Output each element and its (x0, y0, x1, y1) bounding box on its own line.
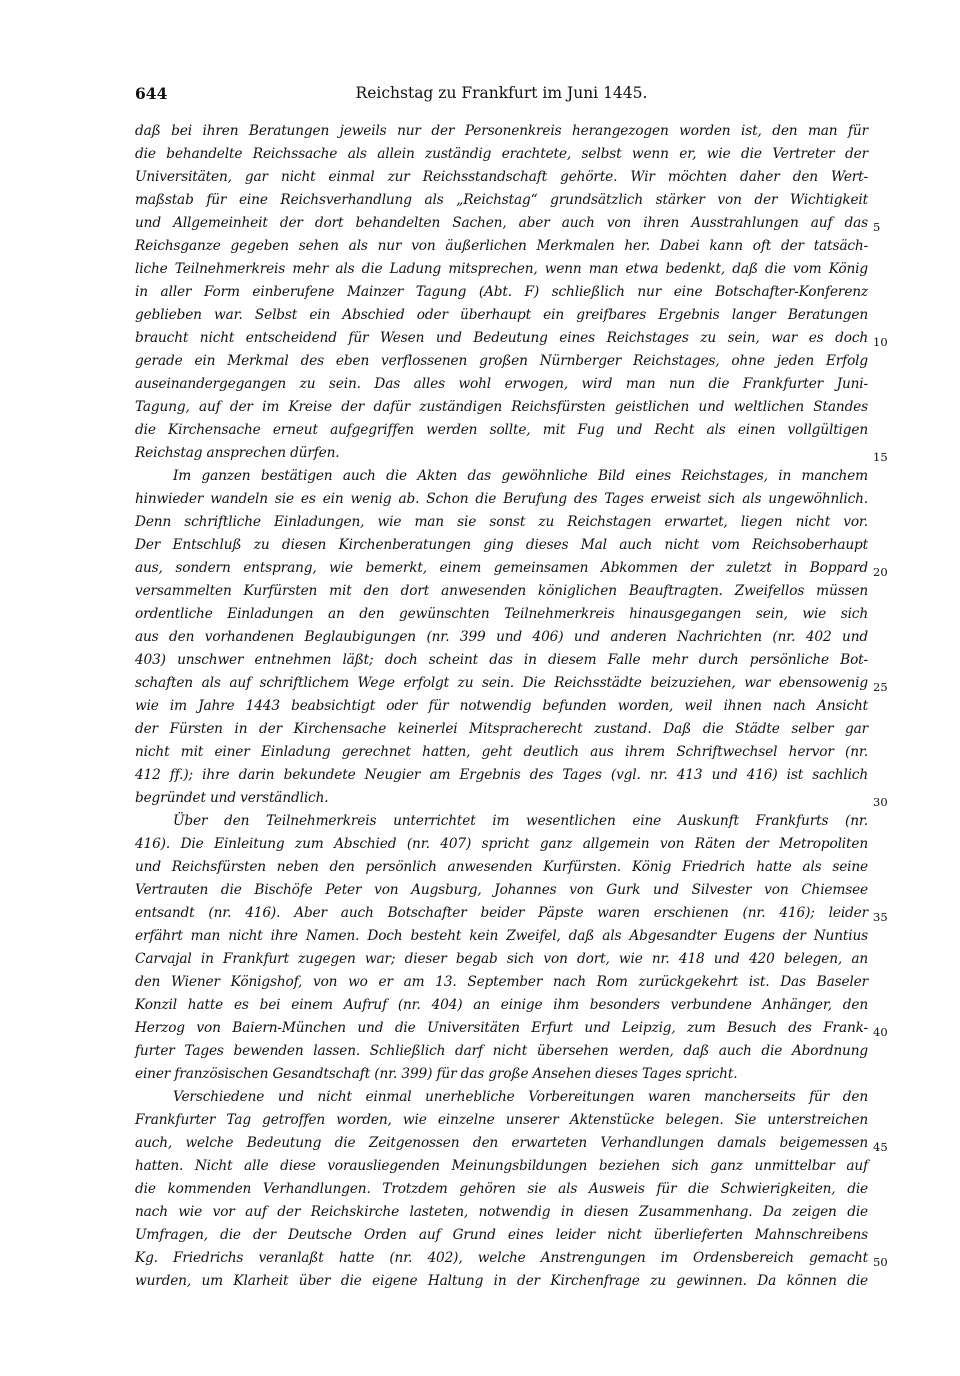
running-title: Reichstag zu Frankfurt im Juni 1445. (355, 84, 648, 102)
text-line: Frankfurter Tag getroffen worden, wie einzelne unserer Aktenstücke belegen. Sie unterstreichen (135, 1112, 868, 1128)
text-line: Im ganzen bestätigen auch die Akten das gewöhnliche Bild eines Reichstages, in manchem (173, 468, 868, 484)
margin-line-number: 15 (873, 450, 888, 464)
text-line: der Fürsten in der Kirchensache keinerlei Mitspracherecht zustand. Daß die Städte selber gar (135, 721, 868, 737)
page-number: 644 (135, 84, 168, 103)
text-line: braucht nicht entscheidend für Wesen und Bedeutung eines Reichstages zu sein, war es doch (135, 330, 868, 346)
page-header (135, 84, 868, 108)
text-line: Tagung, auf der im Kreise der dafür zuständigen Reichsfürsten geistlichen und weltlichen Standes (135, 399, 868, 415)
text-line: einer französischen Gesandtschaft (nr. 399) für das große Ansehen dieses Tages spricht. (135, 1066, 738, 1082)
text-line: ordentliche Einladungen an den gewünschten Teilnehmerkreis hinausgegangen sein, wie sich (135, 606, 868, 622)
text-line: Herzog von Baiern-München und die Universitäten Erfurt und Leipzig, zum Besuch des Frank- (135, 1020, 868, 1036)
text-line: liche Teilnehmerkreis mehr als die Ladung mitsprechen, wenn man etwa bedenkt, daß die vom König (135, 261, 868, 277)
margin-line-number: 35 (873, 910, 888, 924)
text-line: wie im Jahre 1443 beabsichtigt oder für notwendig befunden worden, weil ihnen nach Ansicht (135, 698, 868, 714)
text-line: furter Tages bewenden lassen. Schließlich darf nicht übersehen werden, daß auch die Abordnung (135, 1043, 868, 1059)
text-line: und Allgemeinheit der dort behandelten Sachen, aber auch von ihren Ausstrahlungen auf das (135, 215, 868, 231)
text-line: versammelten Kurfürsten mit den dort anwesenden königlichen Beauftragten. Zweifellos müssen (135, 583, 868, 599)
text-line: die behandelte Reichssache als allein zuständig erachtete, selbst wenn er, wie die Vertreter der (135, 146, 868, 162)
text-line: 412 ff.); ihre darin bekundete Neugier am Ergebnis des Tages (vgl. nr. 413 und 416) ist sachlich (135, 767, 868, 783)
text-line: daß bei ihren Beratungen jeweils nur der Personenkreis herangezogen worden ist, den man für (135, 123, 868, 139)
text-line: und Reichsfürsten neben den persönlich anwesenden Kurfürsten. König Friedrich hatte als seine (135, 859, 868, 875)
text-line: hatten. Nicht alle diese vorausliegenden Meinungsbildungen beziehen sich ganz unmittelbar auf (135, 1158, 868, 1174)
text-line: nicht mit einer Einladung gerechnet hatten, geht deutlich aus ihrem Schriftwechsel hervor (nr. (135, 744, 868, 760)
text-line: aus den vorhandenen Beglaubigungen (nr. 399 und 406) und anderen Nachrichten (nr. 402 und (135, 629, 868, 645)
text-line: Umfragen, die der Deutsche Orden auf Grund eines leider nicht überlieferten Mahnschreibens (135, 1227, 868, 1243)
text-line: in aller Form einberufene Mainzer Tagung (Abt. F) schließlich nur eine Botschafter-Konferenz (135, 284, 868, 300)
margin-line-number: 5 (873, 220, 881, 234)
body-text (135, 120, 868, 1293)
text-line: Der Entschluß zu diesen Kirchenberatungen ging dieses Mal auch nicht vom Reichsoberhaupt (135, 537, 868, 553)
margin-line-number: 20 (873, 565, 888, 579)
text-line: 416). Die Einleitung zum Abschied (nr. 407) spricht ganz allgemein von Räten der Metropoliten (135, 836, 868, 852)
margin-line-number: 30 (873, 795, 888, 809)
text-line: Carvajal in Frankfurt zugegen war; dieser begab sich von dort, wie nr. 418 und 420 belegen, an (135, 951, 868, 967)
margin-line-number: 50 (873, 1255, 888, 1269)
text-line: auch, welche Bedeutung die Zeitgenossen den erwarteten Verhandlungen damals beigemessen (135, 1135, 868, 1151)
text-line: Denn schriftliche Einladungen, wie man sie sonst zu Reichstagen erwartet, liegen nicht vor. (135, 514, 868, 530)
text-line: 403) unschwer entnehmen läßt; doch scheint das in diesem Falle mehr durch persönliche Bot- (135, 652, 868, 668)
text-line: aus, sondern entsprang, wie bemerkt, einem gemeinsamen Abkommen der zuletzt in Boppard (135, 560, 868, 576)
text-line: begründet und verständlich. (135, 790, 329, 806)
text-line: Über den Teilnehmerkreis unterrichtet im wesentlichen eine Auskunft Frankfurts (nr. (173, 813, 868, 829)
text-line: wurden, um Klarheit über die eigene Haltung in der Kirchenfrage zu gewinnen. Da können die (135, 1273, 868, 1289)
text-line: hinwieder wandeln sie es ein wenig ab. Schon die Berufung des Tages erweist sich als ungewöhnlich. (135, 491, 868, 507)
text-line: Verschiedene und nicht einmal unerhebliche Vorbereitungen waren mancherseits für den (173, 1089, 868, 1105)
text-line: gerade ein Merkmal des eben verflossenen großen Nürnberger Reichstages, ohne jeden Erfolg (135, 353, 868, 369)
text-line: geblieben war. Selbst ein Abschied oder überhaupt ein greifbares Ergebnis langer Beratungen (135, 307, 868, 323)
text-line: die kommenden Verhandlungen. Trotzdem gehören sie als Ausweis für die Schwierigkeiten, die (135, 1181, 868, 1197)
text-line: Reichsganze gegeben sehen als nur von äußerlichen Merkmalen her. Dabei kann oft der tatsäch- (135, 238, 868, 254)
text-line: entsandt (nr. 416). Aber auch Botschafter beider Päpste waren erschienen (nr. 416); leider (135, 905, 868, 921)
text-line: Kg. Friedrichs veranlaßt hatte (nr. 402), welche Anstrengungen im Ordensbereich gemacht (135, 1250, 868, 1266)
margin-line-number: 45 (873, 1140, 888, 1154)
text-line: die Kirchensache erneut aufgegriffen werden sollte, mit Fug und Recht als einen vollgültigen (135, 422, 868, 438)
text-line: auseinandergegangen zu sein. Das alles wohl erwogen, wird man nun die Frankfurter Juni- (135, 376, 868, 392)
text-line: erfährt man nicht ihre Namen. Doch besteht kein Zweifel, daß als Abgesandter Eugens der Nuntius (135, 928, 868, 944)
text-line: nach wie vor auf der Reichskirche lasteten, notwendig in diesen Zusammenhang. Da zeigen die (135, 1204, 868, 1220)
text-line: Reichstag ansprechen dürfen. (135, 445, 340, 461)
margin-line-number: 10 (873, 335, 888, 349)
text-line: Universitäten, gar nicht einmal zur Reichsstandschaft gehörte. Wir möchten daher den Wert- (135, 169, 868, 185)
margin-line-number: 25 (873, 680, 888, 694)
text-line: den Wiener Königshof, von wo er am 13. September nach Rom zurückgekehrt ist. Das Baseler (135, 974, 868, 990)
text-line: schaften als auf schriftlichem Wege erfolgt zu sein. Die Reichsstädte beizuziehen, war ebensowenig (135, 675, 868, 691)
text-line: Vertrauten die Bischöfe Peter von Augsburg, Johannes von Gurk und Silvester von Chiemsee (135, 882, 868, 898)
text-line: Konzil hatte es bei einem Aufruf (nr. 404) an einige ihm besonders verbundene Anhänger, den (135, 997, 868, 1013)
margin-line-number: 40 (873, 1025, 888, 1039)
text-line: maßstab für eine Reichsverhandlung als „Reichstag“ grundsätzlich stärker von der Wichtigkeit (135, 192, 868, 208)
